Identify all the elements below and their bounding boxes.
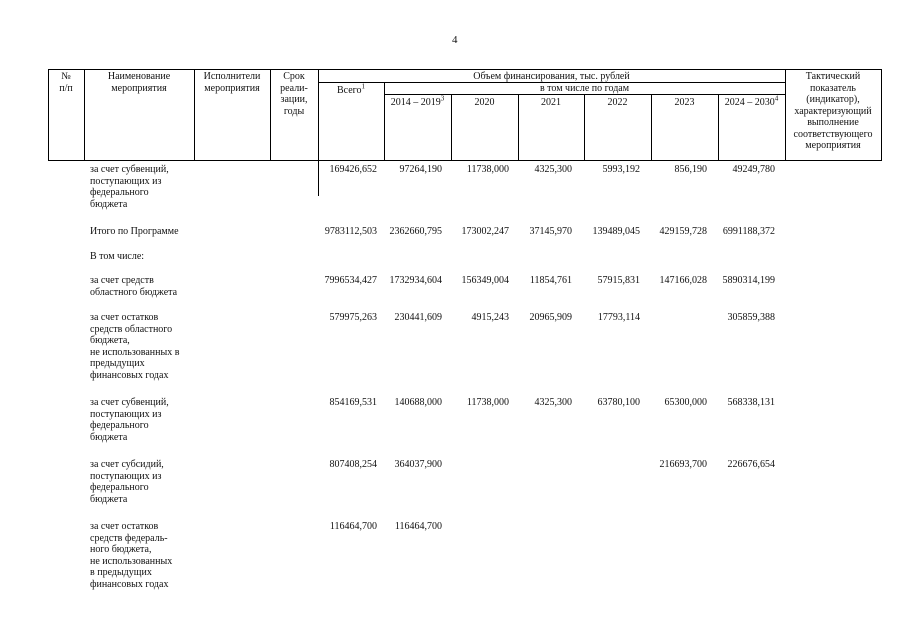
header-funding: Объем финансирования, тыс. рублей [473, 71, 630, 82]
value-total: 116464,700 [329, 521, 377, 532]
value-2022: 139489,045 [592, 226, 640, 237]
value-total: 854169,531 [329, 397, 377, 408]
value-2022: 17793,114 [597, 312, 640, 323]
header-total: Всего$^1$ [336, 82, 366, 96]
value-2024-2030: 49249,780 [732, 164, 775, 175]
value-2014-2019: 230441,609 [394, 312, 442, 323]
header-year: 2020 [474, 97, 495, 108]
row-label: за счет остатков средств федераль- ного бюджета, не использованных в предыдущих финансовых годах [90, 521, 173, 590]
value-2021: 4325,300 [534, 397, 572, 408]
value-2014-2019: 1732934,604 [389, 275, 442, 286]
header-year: 2014 – 2019$^3$ [390, 94, 445, 108]
header-num: № п/п [59, 71, 73, 94]
header-by-years: в том числе по годам [539, 83, 630, 94]
header-term: Срок реали- зации, годы [280, 71, 308, 117]
value-2021: 4325,300 [534, 164, 572, 175]
value-2022: 63780,100 [597, 397, 640, 408]
header-name: Наименование мероприятия [107, 71, 171, 94]
page-number: 4 [452, 34, 458, 46]
value-total: 807408,254 [329, 459, 377, 470]
value-2014-2019: 116464,700 [394, 521, 442, 532]
value-2020: 4915,243 [471, 312, 509, 323]
value-2014-2019: 364037,900 [394, 459, 442, 470]
value-2021: 20965,909 [529, 312, 572, 323]
value-2023: 65300,000 [664, 397, 707, 408]
value-2024-2030: 5890314,199 [722, 275, 775, 286]
row-label: Итого по Программе [90, 226, 179, 237]
value-2020: 156349,004 [461, 275, 509, 286]
value-2014-2019: 2362660,795 [389, 226, 442, 237]
header-indicator: Тактический показатель (индикатор), характеризующий выполнение соответствующего мероприятия [793, 71, 873, 151]
value-2023: 856,190 [674, 164, 707, 175]
row-label: В том числе: [90, 251, 145, 262]
value-2024-2030: 305859,388 [727, 312, 775, 323]
row-label: за счет субсидий, поступающих из федерального бюджета [90, 459, 164, 505]
value-total: 169426,652 [329, 164, 377, 175]
row-label: за счет остатков средств областного бюджета, не использованных в предыдущих финансовых годах [90, 312, 180, 381]
value-2022: 5993,192 [602, 164, 640, 175]
value-2024-2030: 6991188,372 [722, 226, 775, 237]
value-2023: 147166,028 [659, 275, 707, 286]
value-2020: 173002,247 [461, 226, 509, 237]
value-2020: 11738,000 [466, 397, 509, 408]
row-label: за счет средств областного бюджета [90, 275, 178, 298]
value-2024-2030: 568338,131 [727, 397, 775, 408]
value-total: 7996534,427 [324, 275, 377, 286]
value-total: 9783112,503 [324, 226, 377, 237]
header-year: 2023 [674, 97, 695, 108]
value-2023: 216693,700 [659, 459, 707, 470]
header-year: 2022 [607, 97, 628, 108]
value-total: 579975,263 [329, 312, 377, 323]
value-2023: 429159,728 [659, 226, 707, 237]
value-2021: 37145,970 [529, 226, 572, 237]
value-2014-2019: 97264,190 [399, 164, 442, 175]
header-year: 2021 [541, 97, 561, 108]
header-year: 2024 – 2030$^4$ [724, 94, 779, 108]
value-2021: 11854,761 [529, 275, 572, 286]
value-2022: 57915,831 [597, 275, 640, 286]
row-label: за счет субвенций, поступающих из федерального бюджета [90, 164, 169, 210]
header-executors: Исполнители мероприятия [203, 71, 261, 94]
value-2014-2019: 140688,000 [394, 397, 442, 408]
row-label: за счет субвенций, поступающих из федерального бюджета [90, 397, 169, 443]
value-2020: 11738,000 [466, 164, 509, 175]
value-2024-2030: 226676,654 [727, 459, 775, 470]
